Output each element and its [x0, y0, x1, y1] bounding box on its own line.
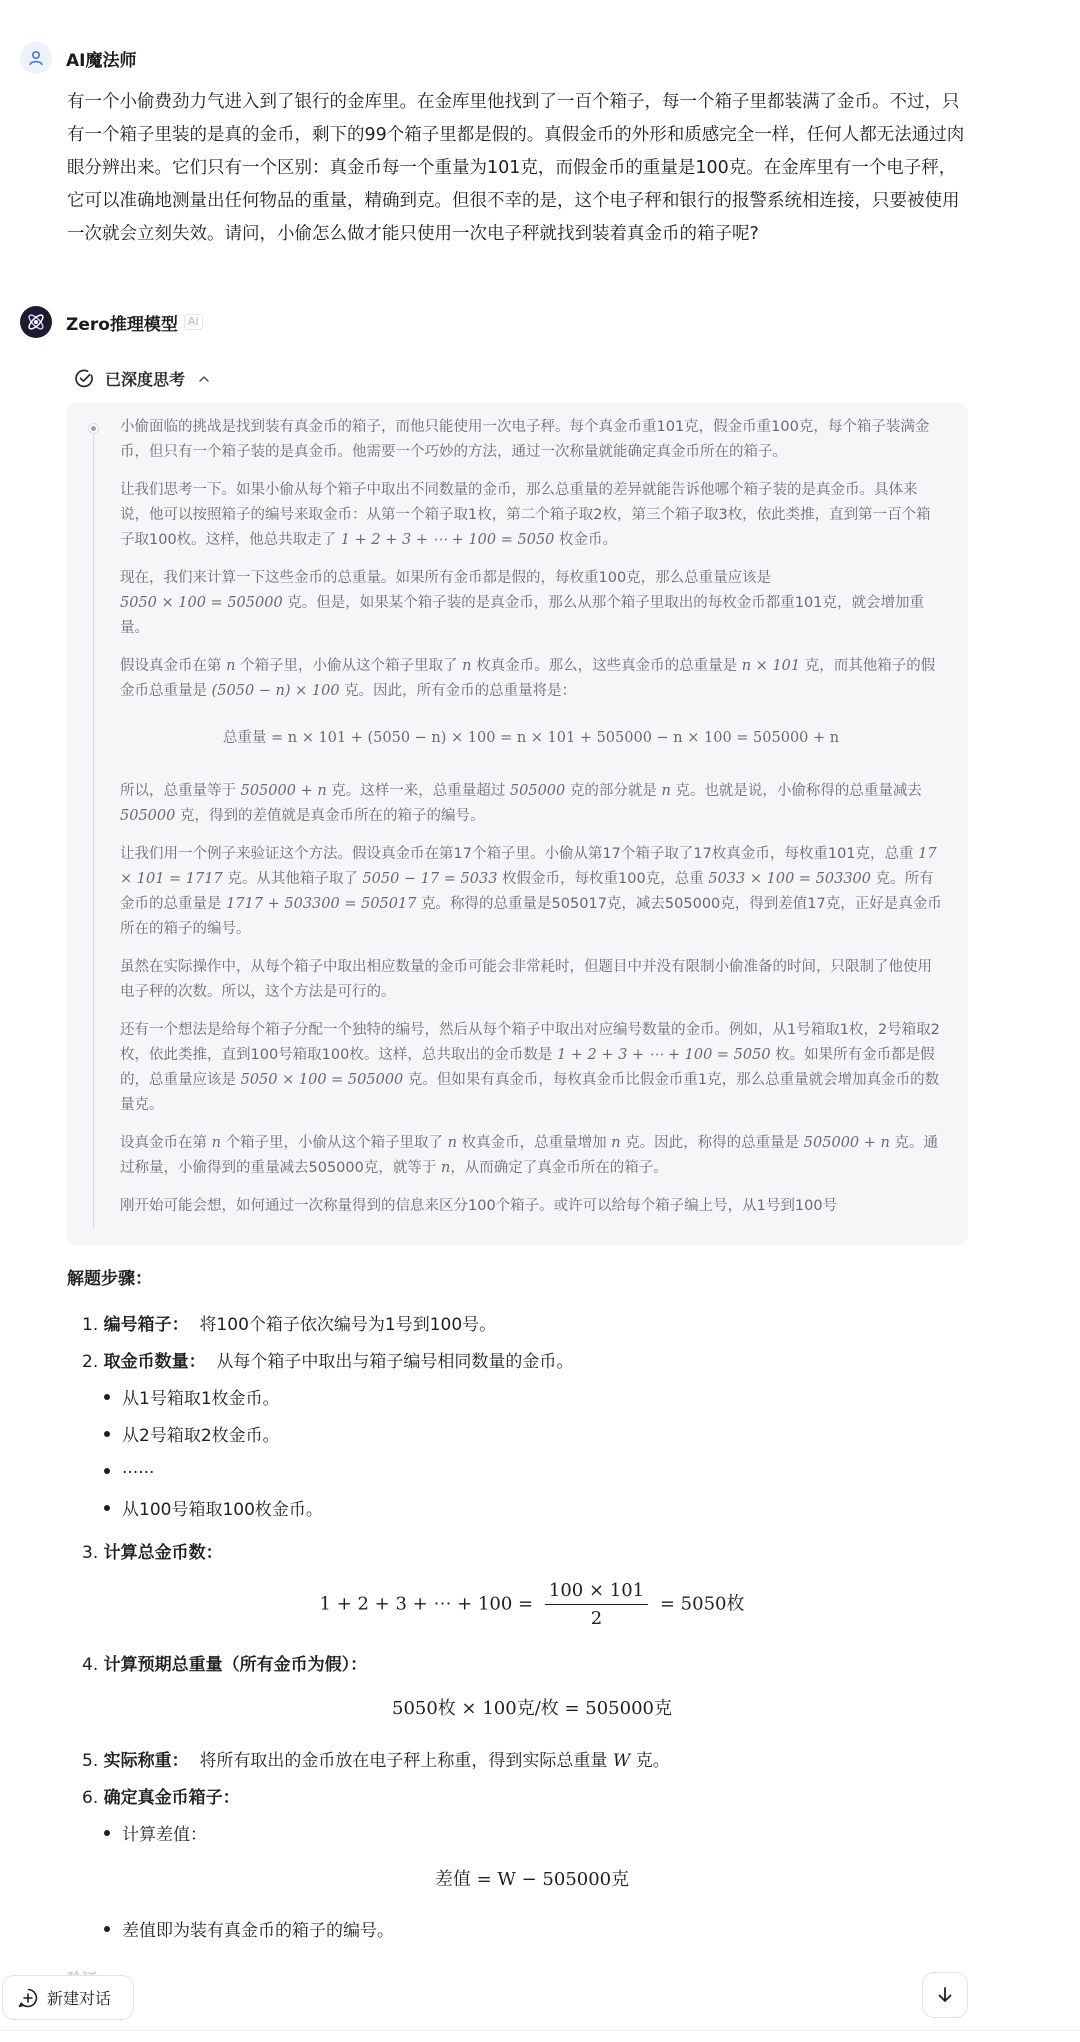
list-item: 从2号箱取2枚金币。: [122, 1421, 280, 1446]
thinking-label: 已深度思考: [105, 370, 186, 389]
thinking-dot-icon: [88, 423, 99, 434]
step-4: 4. 计算预期总重量（所有金币为假）：: [82, 1655, 368, 1675]
formula-difference: 差值 = W − 505000克: [434, 1869, 630, 1890]
thinking-paragraph: 假设真金币在第 n 个箱子里，小偷从这个箱子里取了 n 枚真金币。那么，这些真金币的总重量是 n × 101 克，而其他箱子的假金币总重量是 (5050 − n) × 100 克。因此，所有金币的总重量将是：: [120, 658, 936, 699]
thinking-paragraph: 小偷面临的挑战是找到装有真金币的箱子，而他只能使用一次电子秤。每个真金币重101克，假金币重100克，每个箱子装满金币，但只有一个箱子装的是真金币。他需要一个巧妙的方法，通过一次称量就能确定真金币所在的箱子。: [120, 419, 930, 460]
step-3: 3. 计算总金币数：: [82, 1543, 223, 1563]
ai-badge: AI: [184, 314, 203, 330]
chevron-up-icon: [197, 372, 211, 386]
list-item: 从1号箱取1枚金币。: [122, 1384, 280, 1409]
step-6: 6. 确定真金币箱子：: [82, 1788, 240, 1808]
step-1: 1. 编号箱子： 将100个箱子依次编号为1号到100号。: [82, 1315, 497, 1335]
thinking-paragraph: 虽然在实际操作中，从每个箱子中取出相应数量的金币可能会非常耗时，但题目中并没有限制小偷准备的时间，只限制了他使用电子秤的次数。所以，这个方法是可行的。: [120, 959, 932, 1000]
new-chat-button[interactable]: [2, 1975, 134, 2020]
thinking-content: [120, 415, 942, 1232]
thinking-equation: 总重量 = n × 101 + (5050 − n) × 100 = n × 101 + 505000 − n × 100 = 505000 + n: [222, 730, 840, 746]
bot-avatar: [20, 306, 52, 338]
step-5: 5. 实际称重： 将所有取出的金币放在电子秤上称重，得到实际总重量 W 克。: [82, 1751, 670, 1771]
new-chat-label: 新建对话: [47, 1989, 112, 2008]
thinking-paragraph: 刚开始可能会想，如何通过一次称量得到的信息来区分100个箱子。或许可以给每个箱子编上号，从1号到100号: [120, 1198, 838, 1214]
user-name: AI魔法师: [66, 50, 137, 71]
new-chat-icon: [17, 1987, 39, 2009]
thinking-paragraph: 设真金币在第 n 个箱子里，小偷从这个箱子里取了 n 枚真金币，总重量增加 n 克。因此，称得的总重量是 505000 + n 克。通过称量，小偷得到的重量减去505000克，就等于 n，从而确定了真金币所在的箱子。: [120, 1135, 938, 1176]
thinking-paragraph: 还有一个想法是给每个箱子分配一个独特的编号，然后从每个箱子中取出对应编号数量的金币。例如，从1号箱取1枚，2号箱取2枚，依此类推，直到100号箱取100枚。这样，总共取出的金币数是 1 + 2 + 3 + ⋯ + 100 = 5050 枚。如果所有金币都是假的，总重量应该是 5050 × 100 = 505000 克。但如果有真金币，每枚真金币比假金币重1克，那么总重量就会增加真金币的数量克。: [120, 1022, 940, 1113]
thinking-paragraph: 所以，总重量等于 505000 + n 克。这样一来，总重量超过 505000 克的部分就是 n 克。也就是说，小偷称得的总重量减去 505000 克，得到的差值就是真金币所在的箱子的编号。: [120, 783, 922, 824]
list-item: 从100号箱取100枚金币。: [122, 1495, 323, 1520]
user-question: 有一个小偷费劲力气进入到了银行的金库里。在金库里他找到了一百个箱子，每一个箱子里都装满了金币。不过，只有一个箱子里装的是真的金币，剩下的99个箱子里都是假的。真假金币的外形和质感完全一样，任何人都无法通过肉眼分辨出来。它们只有一个区别：真金币每一个重量为101克，而假金币的重量是100克。在金库里有一个电子秤，它可以准确地测量出任何物品的重量，精确到克。但很不幸的是，这个电子秤和银行的报警系统相连接，只要被使用一次就会立刻失效。请问，小偷怎么做才能只使用一次电子秤就找到装着真金币的箱子呢?: [67, 92, 965, 244]
atom-logo-icon: [25, 311, 47, 333]
bot-name: Zero推理模型: [66, 314, 178, 335]
list-item: ......: [122, 1458, 155, 1478]
user-avatar: [20, 42, 52, 74]
user-message-header: [20, 42, 136, 74]
formula-total-coins: 1 + 2 + 3 + ⋯ + 100 = $\frac{100 \times 101}{2}$ = 5050枚: [319, 1580, 745, 1629]
thinking-panel[interactable]: [67, 403, 968, 1245]
thinking-paragraph: 让我们用一个例子来验证这个方法。假设真金币在第17个箱子里。小偷从第17个箱子取了17枚真金币，每枚重101克，总重 17 × 101 = 1717 克。从其他箱子取了 5050 − 17 = 5033 枚假金币，每枚重100克，总重 5033 × 100 = 503300 克。所有金币的总重量是 1717 + 503300 = 505017 克。称得的总重量是505017克，减去505000克，得到差值17克，正好是真金币所在的箱子的编号。: [120, 846, 942, 937]
check-circle-icon: [74, 368, 95, 389]
thinking-paragraph: 现在，我们来计算一下这些金币的总重量。如果所有金币都是假的，每枚重100克，那么总重量应该是 5050 × 100 = 505000 克。但是，如果某个箱子装的是真金币，那么从那个箱子里取出的每枚金币都重101克，就会增加重量。: [120, 570, 924, 636]
thinking-rail: [93, 429, 94, 1229]
thinking-toggle[interactable]: [74, 367, 211, 390]
thinking-paragraph: 让我们思考一下。如果小偷从每个箱子中取出不同数量的金币，那么总重量的差异就能告诉他哪个箱子装的是真金币。具体来说，他可以按照箱子的编号来取金币：从第一个箱子取1枚，第二个箱子取2枚，第三个箱子取3枚，依此类推，直到第一百个箱子取100枚。这样，他总共取走了 1 + 2 + 3 + ⋯ + 100 = 5050 枚金币。: [120, 482, 931, 548]
list-item: 计算差值：: [122, 1820, 207, 1845]
input-area-border: [0, 2030, 1080, 2031]
formula-expected-weight: 5050枚 × 100克/枚 = 505000克: [392, 1698, 672, 1719]
fraction: $\frac{100 \times 101}{2}$: [545, 1580, 648, 1629]
bot-message-header: [20, 306, 203, 338]
solution-title: 解题步骤：: [67, 1269, 152, 1289]
scroll-to-bottom-button[interactable]: [922, 1972, 968, 2018]
user-icon: [27, 49, 45, 67]
step-2: 2. 取金币数量： 从每个箱子中取出与箱子编号相同数量的金币。: [82, 1352, 574, 1372]
list-item: 差值即为装有真金币的箱子的编号。: [122, 1916, 394, 1941]
arrow-down-icon: [935, 1985, 955, 2005]
